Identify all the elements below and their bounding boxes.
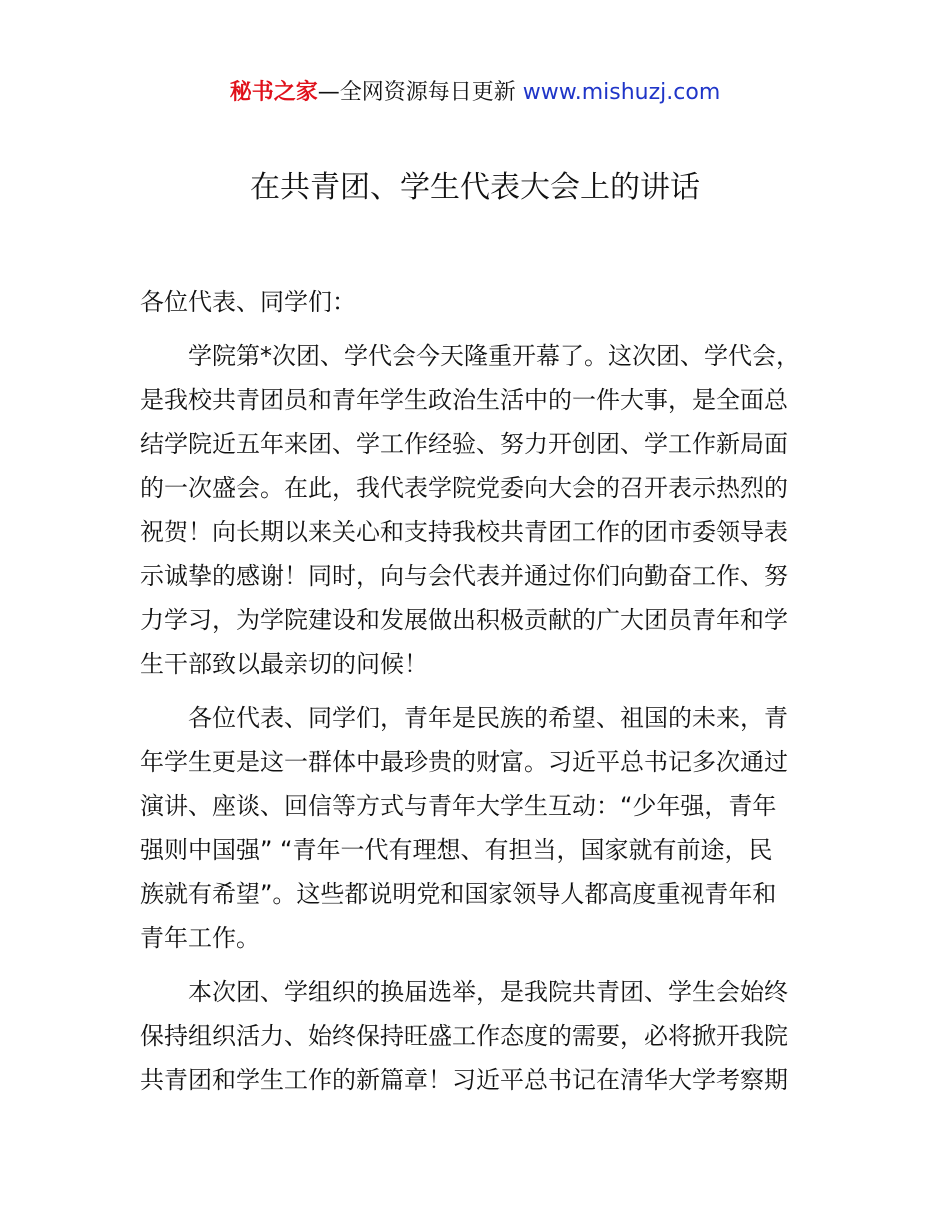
text-line: 各位代表、同学们，青年是民族的希望、祖国的未来，青 bbox=[188, 704, 788, 732]
text-line: 共青团和学生工作的新篇章！习近平总书记在清华大学考察期 bbox=[140, 1066, 788, 1094]
text-line: 结学院近五年来团、学工作经验、努力开创团、学工作新局面 bbox=[140, 430, 788, 458]
text-line: 保持组织活力、始终保持旺盛工作态度的需要，必将掀开我院 bbox=[140, 1022, 788, 1050]
text-line: 演讲、座谈、回信等方式与青年大学生互动：“少年强，青年 bbox=[140, 792, 777, 820]
text-line: 生干部致以最亲切的问候！ bbox=[140, 650, 428, 678]
paragraph-1 bbox=[140, 334, 820, 686]
paragraph-3 bbox=[140, 970, 820, 1102]
text-line: 学院第*次团、学代会今天隆重开幕了。这次团、学代会， bbox=[188, 342, 800, 370]
text-line: 的一次盛会。在此，我代表学院党委向大会的召开表示热烈的 bbox=[140, 474, 788, 502]
text-line: 本次团、学组织的换届选举，是我院共青团、学生会始终 bbox=[188, 978, 788, 1006]
document-title: 在共青团、学生代表大会上的讲话 bbox=[250, 170, 700, 205]
text-line: 族就有希望”。这些都说明党和国家领导人都高度重视青年和 bbox=[140, 880, 777, 908]
site-header bbox=[0, 78, 950, 108]
document-body bbox=[140, 280, 820, 1102]
text-line: 青年工作。 bbox=[140, 924, 260, 952]
text-line: 是我校共青团员和青年学生政治生活中的一件大事，是全面总 bbox=[140, 386, 788, 414]
text-line: 示诚挚的感谢！同时，向与会代表并通过你们向勤奋工作、努 bbox=[140, 562, 788, 590]
text-line: 强则中国强” “青年一代有理想、有担当，国家就有前途，民 bbox=[140, 836, 773, 864]
site-brand: 秘书之家 bbox=[229, 80, 318, 105]
text-line: 力学习，为学院建设和发展做出积极贡献的广大团员青年和学 bbox=[140, 606, 788, 634]
text-line: 年学生更是这一群体中最珍贵的财富。习近平总书记多次通过 bbox=[140, 748, 788, 776]
paragraph-2 bbox=[140, 696, 820, 960]
salutation: 各位代表、同学们： bbox=[140, 288, 356, 316]
site-url-link[interactable]: www.mishuzj.com bbox=[522, 80, 721, 105]
text-line: 祝贺！向长期以来关心和支持我校共青团工作的团市委领导表 bbox=[140, 518, 788, 546]
site-tagline: —全网资源每日更新 bbox=[317, 80, 516, 105]
